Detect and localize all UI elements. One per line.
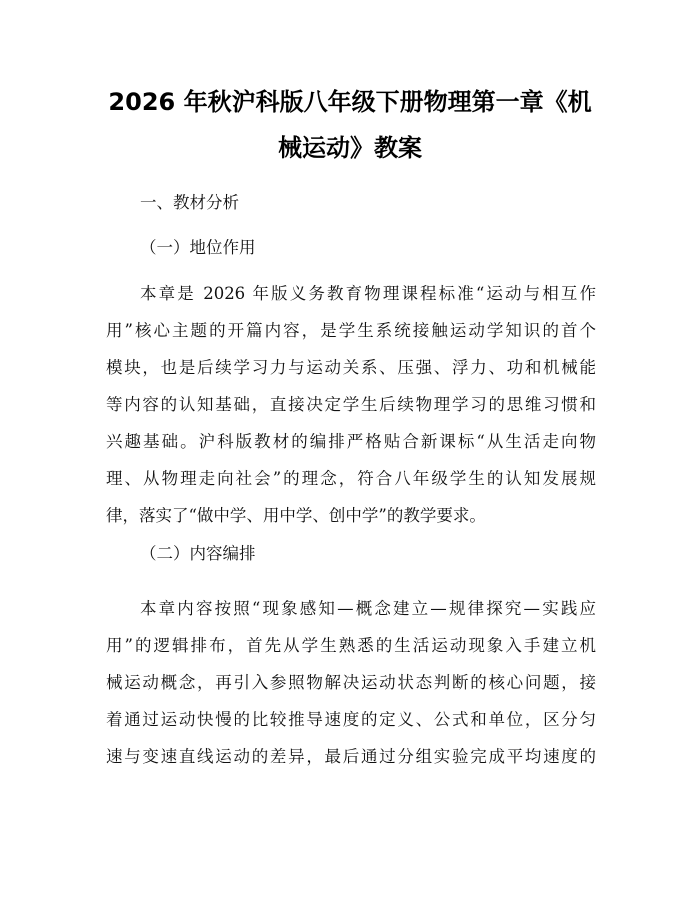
paragraph-1-line: 律，落实了“做中学、用中学、创中学”的教学要求。 [106,506,486,525]
paragraph-2-line: 着通过运动快慢的比较推导速度的定义、公式和单位，区分匀 [106,710,596,729]
subsection-heading-position-role: （一）地位作用 [140,238,256,257]
section-heading-textbook-analysis: 一、教材分析 [140,193,239,212]
paragraph-2-line: 用”的逻辑排布，首先从学生熟悉的生活运动现象入手建立机 [106,636,596,655]
document-title-line-2: 械运动》教案 [278,134,422,162]
document-title-line-1: 2026 年秋沪科版八年级下册物理第一章《机 [108,88,592,116]
paragraph-2-line: 本章内容按照“现象感知—概念建立—规律探究—实践应 [140,599,596,618]
paragraph-1-line: 本章是 2026 年版义务教育物理课程标准“运动与相互作 [140,284,596,303]
paragraph-1-line: 兴趣基础。沪科版教材的编排严格贴合新课标“从生活走向物 [106,432,596,451]
paragraph-1-line: 模块，也是后续学习力与运动关系、压强、浮力、功和机械能 [106,358,596,377]
paragraph-2-line: 械运动概念，再引入参照物解决运动状态判断的核心问题，接 [106,673,596,692]
paragraph-1-line: 理、从物理走向社会”的理念，符合八年级学生的认知发展规 [106,469,596,488]
paragraph-1-line: 用”核心主题的开篇内容，是学生系统接触运动学知识的首个 [106,321,596,340]
subsection-heading-content-arrangement: （二）内容编排 [140,544,256,563]
paragraph-1-line: 等内容的认知基础，直接决定学生后续物理学习的思维习惯和 [106,395,596,414]
paragraph-2-line: 速与变速直线运动的差异，最后通过分组实验完成平均速度的 [106,747,596,766]
